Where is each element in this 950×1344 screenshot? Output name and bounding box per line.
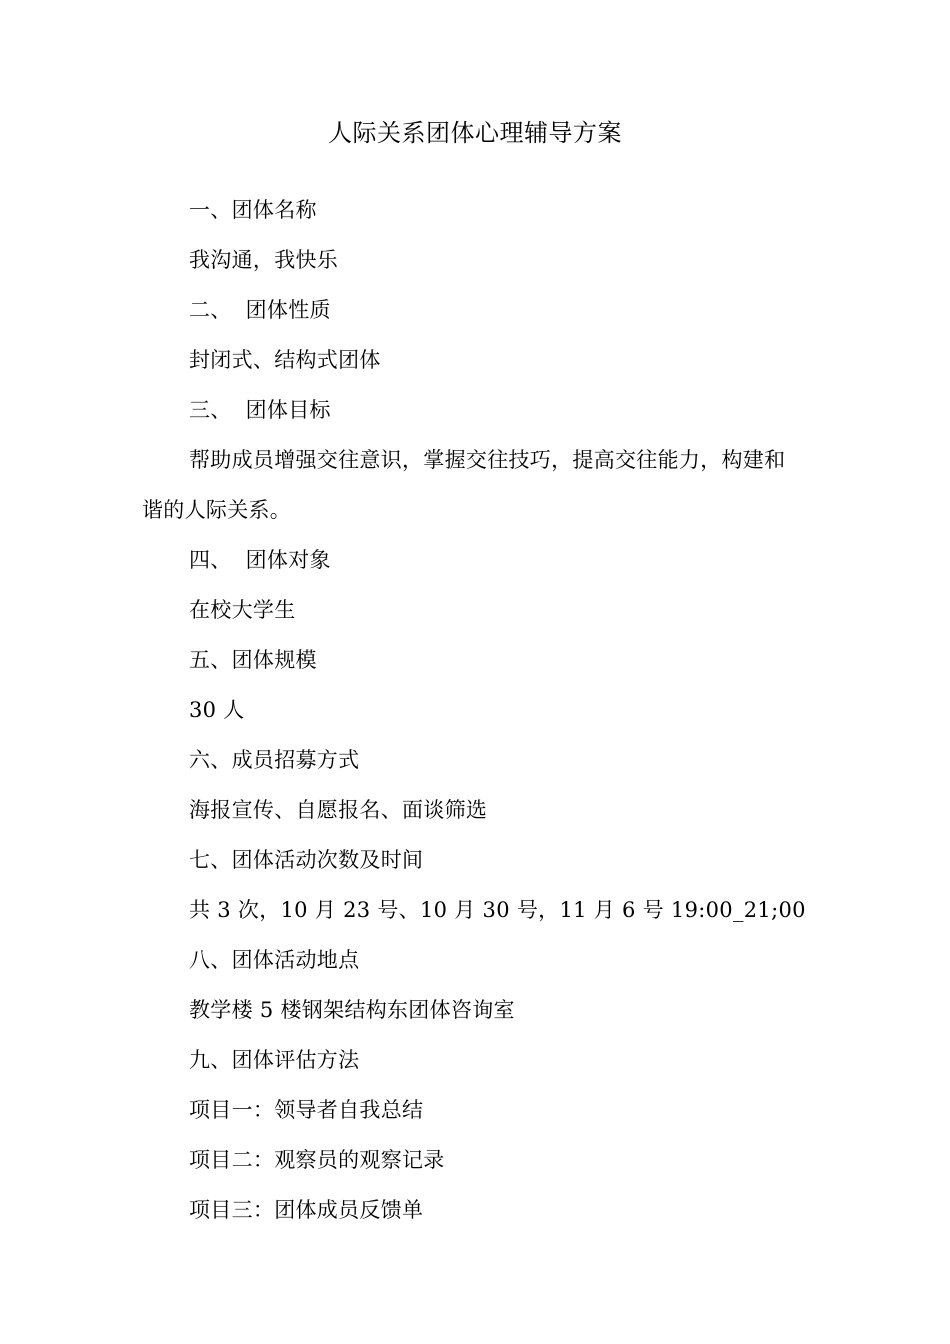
- section-heading-evaluation: 九、团体评估方法: [189, 1048, 360, 1072]
- heading-number: 四、: [189, 548, 232, 572]
- evaluation-item: 项目三：团体成员反馈单: [189, 1198, 424, 1222]
- section-value-scale: 30 人: [189, 698, 245, 722]
- section-value-nature: 封闭式、结构式团体: [189, 348, 381, 372]
- section-heading-nature: [142, 296, 812, 325]
- evaluation-item: 项目二：观察员的观察记录: [189, 1148, 445, 1172]
- section-value-schedule: 共 3 次，10 月 23 号、10 月 30 号，11 月 6 号 19:00_21;00: [189, 898, 806, 922]
- section-heading-goal: [142, 396, 812, 425]
- section-value-target: 在校大学生: [189, 598, 296, 622]
- heading-text: 团体对象: [245, 548, 331, 572]
- section-value-recruit: 海报宣传、自愿报名、面谈筛选: [189, 798, 488, 822]
- section-heading-recruit: 六、成员招募方式: [189, 748, 360, 772]
- section-value-location: 教学楼 5 楼钢架结构东团体咨询室: [189, 998, 515, 1022]
- heading-text: 团体目标: [245, 398, 331, 422]
- goal-line-1: 帮助成员增强交往意识，掌握交往技巧，提高交往能力，构建和: [189, 448, 786, 472]
- goal-line-2: 谐的人际关系。: [142, 498, 292, 522]
- section-heading-target: [142, 546, 812, 575]
- document-title: 人际关系团体心理辅导方案: [328, 119, 622, 147]
- section-heading-location: 八、团体活动地点: [189, 948, 360, 972]
- section-heading-name: 一、团体名称: [189, 198, 317, 222]
- document-body: [142, 196, 812, 1246]
- heading-text: 团体性质: [245, 298, 331, 322]
- evaluation-item: 项目一：领导者自我总结: [189, 1098, 424, 1122]
- section-heading-scale: 五、团体规模: [189, 648, 317, 672]
- section-value-goal: [142, 446, 812, 525]
- section-heading-schedule: 七、团体活动次数及时间: [189, 848, 424, 872]
- heading-number: 二、: [189, 298, 232, 322]
- section-value-name: 我沟通，我快乐: [189, 248, 339, 272]
- heading-number: 三、: [189, 398, 232, 422]
